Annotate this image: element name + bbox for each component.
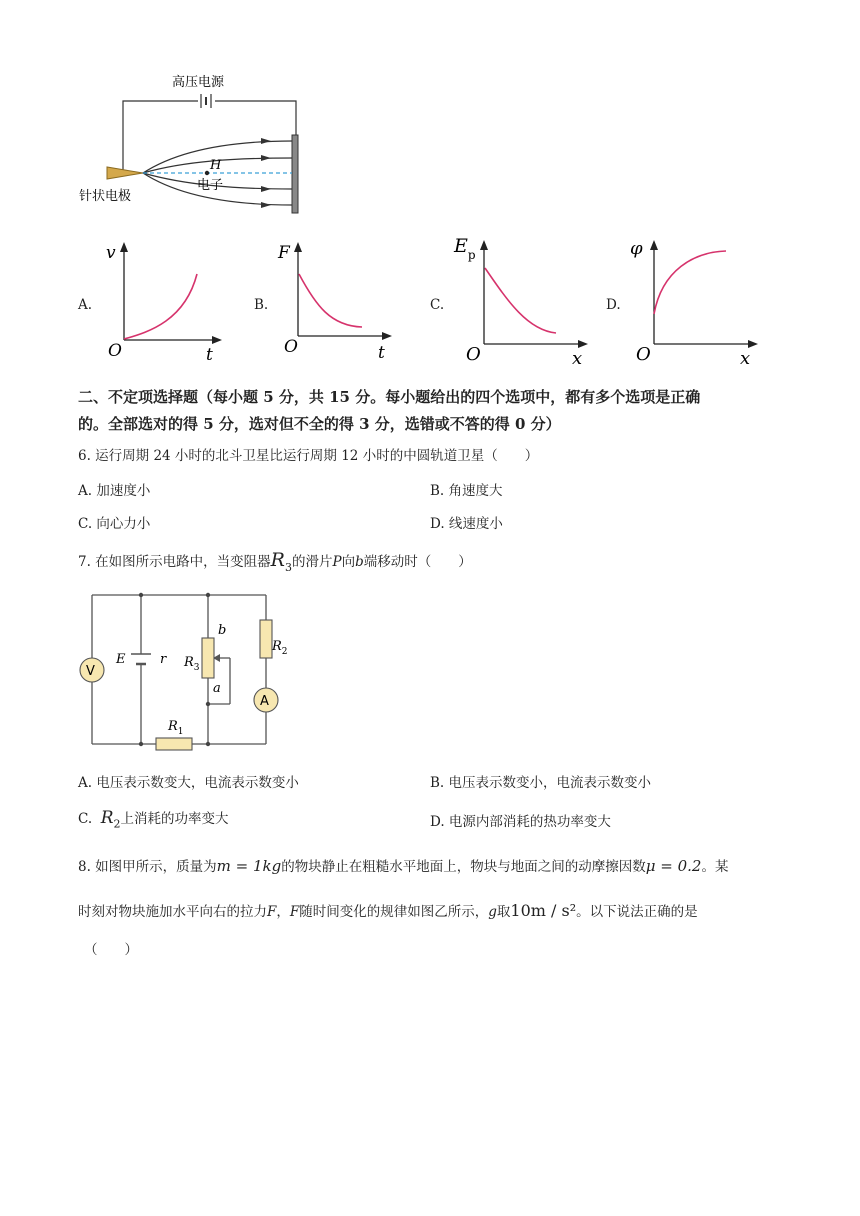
graph-b-xlabel: t [378,343,385,363]
graph-b [276,236,406,366]
graph-a-curve [124,274,197,339]
option-d-label: D. [606,297,621,313]
q8-line1: 8. 如图甲所示，质量为m = 1kg的物块静止在粗糙水平地面上，物块与地面之间的动摩擦因数μ = 0.2。某 [78,857,729,875]
q7-option-c: C. $R_2$上消耗的功率变大 [78,808,229,831]
power-supply-label: 高压电源 [172,75,225,90]
point-h [205,171,209,175]
resistor-r1 [156,738,192,750]
point-h-label: H [210,158,222,173]
q8-line2: 时刻对物块施加水平向右的拉力F，F随时间变化的规律如图乙所示，g取10m / s²。以下说法正确的是 [78,901,698,920]
resistor-r3 [202,638,214,678]
ammeter-label: A [260,694,269,709]
graph-a-ylabel: v [106,243,116,263]
q8-line3: （ ） [84,942,138,958]
q7-r3-symbol: $R_3$ [270,549,292,574]
electron-label: 电子 [197,178,224,193]
needle-electrode [107,167,143,179]
q7-option-d: D. 电源内部消耗的热功率变大 [430,814,611,830]
graph-d-origin: O [636,344,651,365]
power-wire [123,101,198,173]
graph-c [452,230,592,369]
graph-d [628,230,768,369]
q6-option-a: A. 加速度小 [78,483,151,499]
r2-label: $R_2$ [272,639,288,657]
option-b-label: B. [254,297,269,313]
graph-d-ylabel: φ [630,238,643,259]
terminal-a-label: a [213,681,221,696]
graph-b-ylabel: F [278,243,290,263]
r1-label: $R_1$ [168,719,184,737]
r3-label: $R_3$ [184,655,200,673]
q7-option-b: B. 电压表示数变小，电流表示数变小 [430,775,652,791]
q6-option-c: C. 向心力小 [78,516,151,532]
section2-heading-line2: 的。全部选对的得 5 分，选对但不全的得 3 分，选错或不答的得 0 分） [78,415,561,433]
graph-c-ylabel-sub: p [467,248,476,262]
section2-heading-line1: 二、不定项选择题（每小题 5 分，共 15 分。每小题给出的四个选项中，都有多个选项是正确 [78,388,701,406]
internal-resistance-label: r [160,652,167,667]
option-a-label: A. [78,297,93,313]
graph-a-xlabel: t [206,345,213,365]
resistor-r2 [260,620,272,658]
emf-label: E [116,652,126,667]
graph-b-curve [299,274,362,327]
metal-plate [292,135,298,213]
graph-c-ylabel: $E_p$ [454,235,476,262]
circuit-diagram [76,588,286,750]
voltmeter-label: V [86,664,95,679]
q7-stem: 7. 在如图所示电路中，当变阻器$R_3$的滑片P向b端移动时（ ） [78,549,472,574]
option-c-label: C. [430,297,445,313]
electrode-figure [75,65,315,225]
graph-d-xlabel: x [740,348,751,369]
graph-a-origin: O [108,341,122,361]
q6-option-b: B. 角速度大 [430,483,503,499]
graph-c-xlabel: x [572,348,583,369]
q6-stem: 6. 运行周期 24 小时的北斗卫星比运行周期 12 小时的中圆轨道卫星（ ） [78,448,539,464]
needle-electrode-label: 针状电极 [79,189,132,204]
terminal-b-label: b [218,623,227,638]
graph-c-curve [485,268,556,333]
graph-b-origin: O [284,337,298,357]
graph-c-origin: O [466,344,481,365]
q6-option-d: D. 线速度小 [430,516,503,532]
q7-option-a: A. 电压表示数变大，电流表示数变小 [78,775,299,791]
graph-a [100,236,230,366]
graph-d-curve [654,251,726,314]
